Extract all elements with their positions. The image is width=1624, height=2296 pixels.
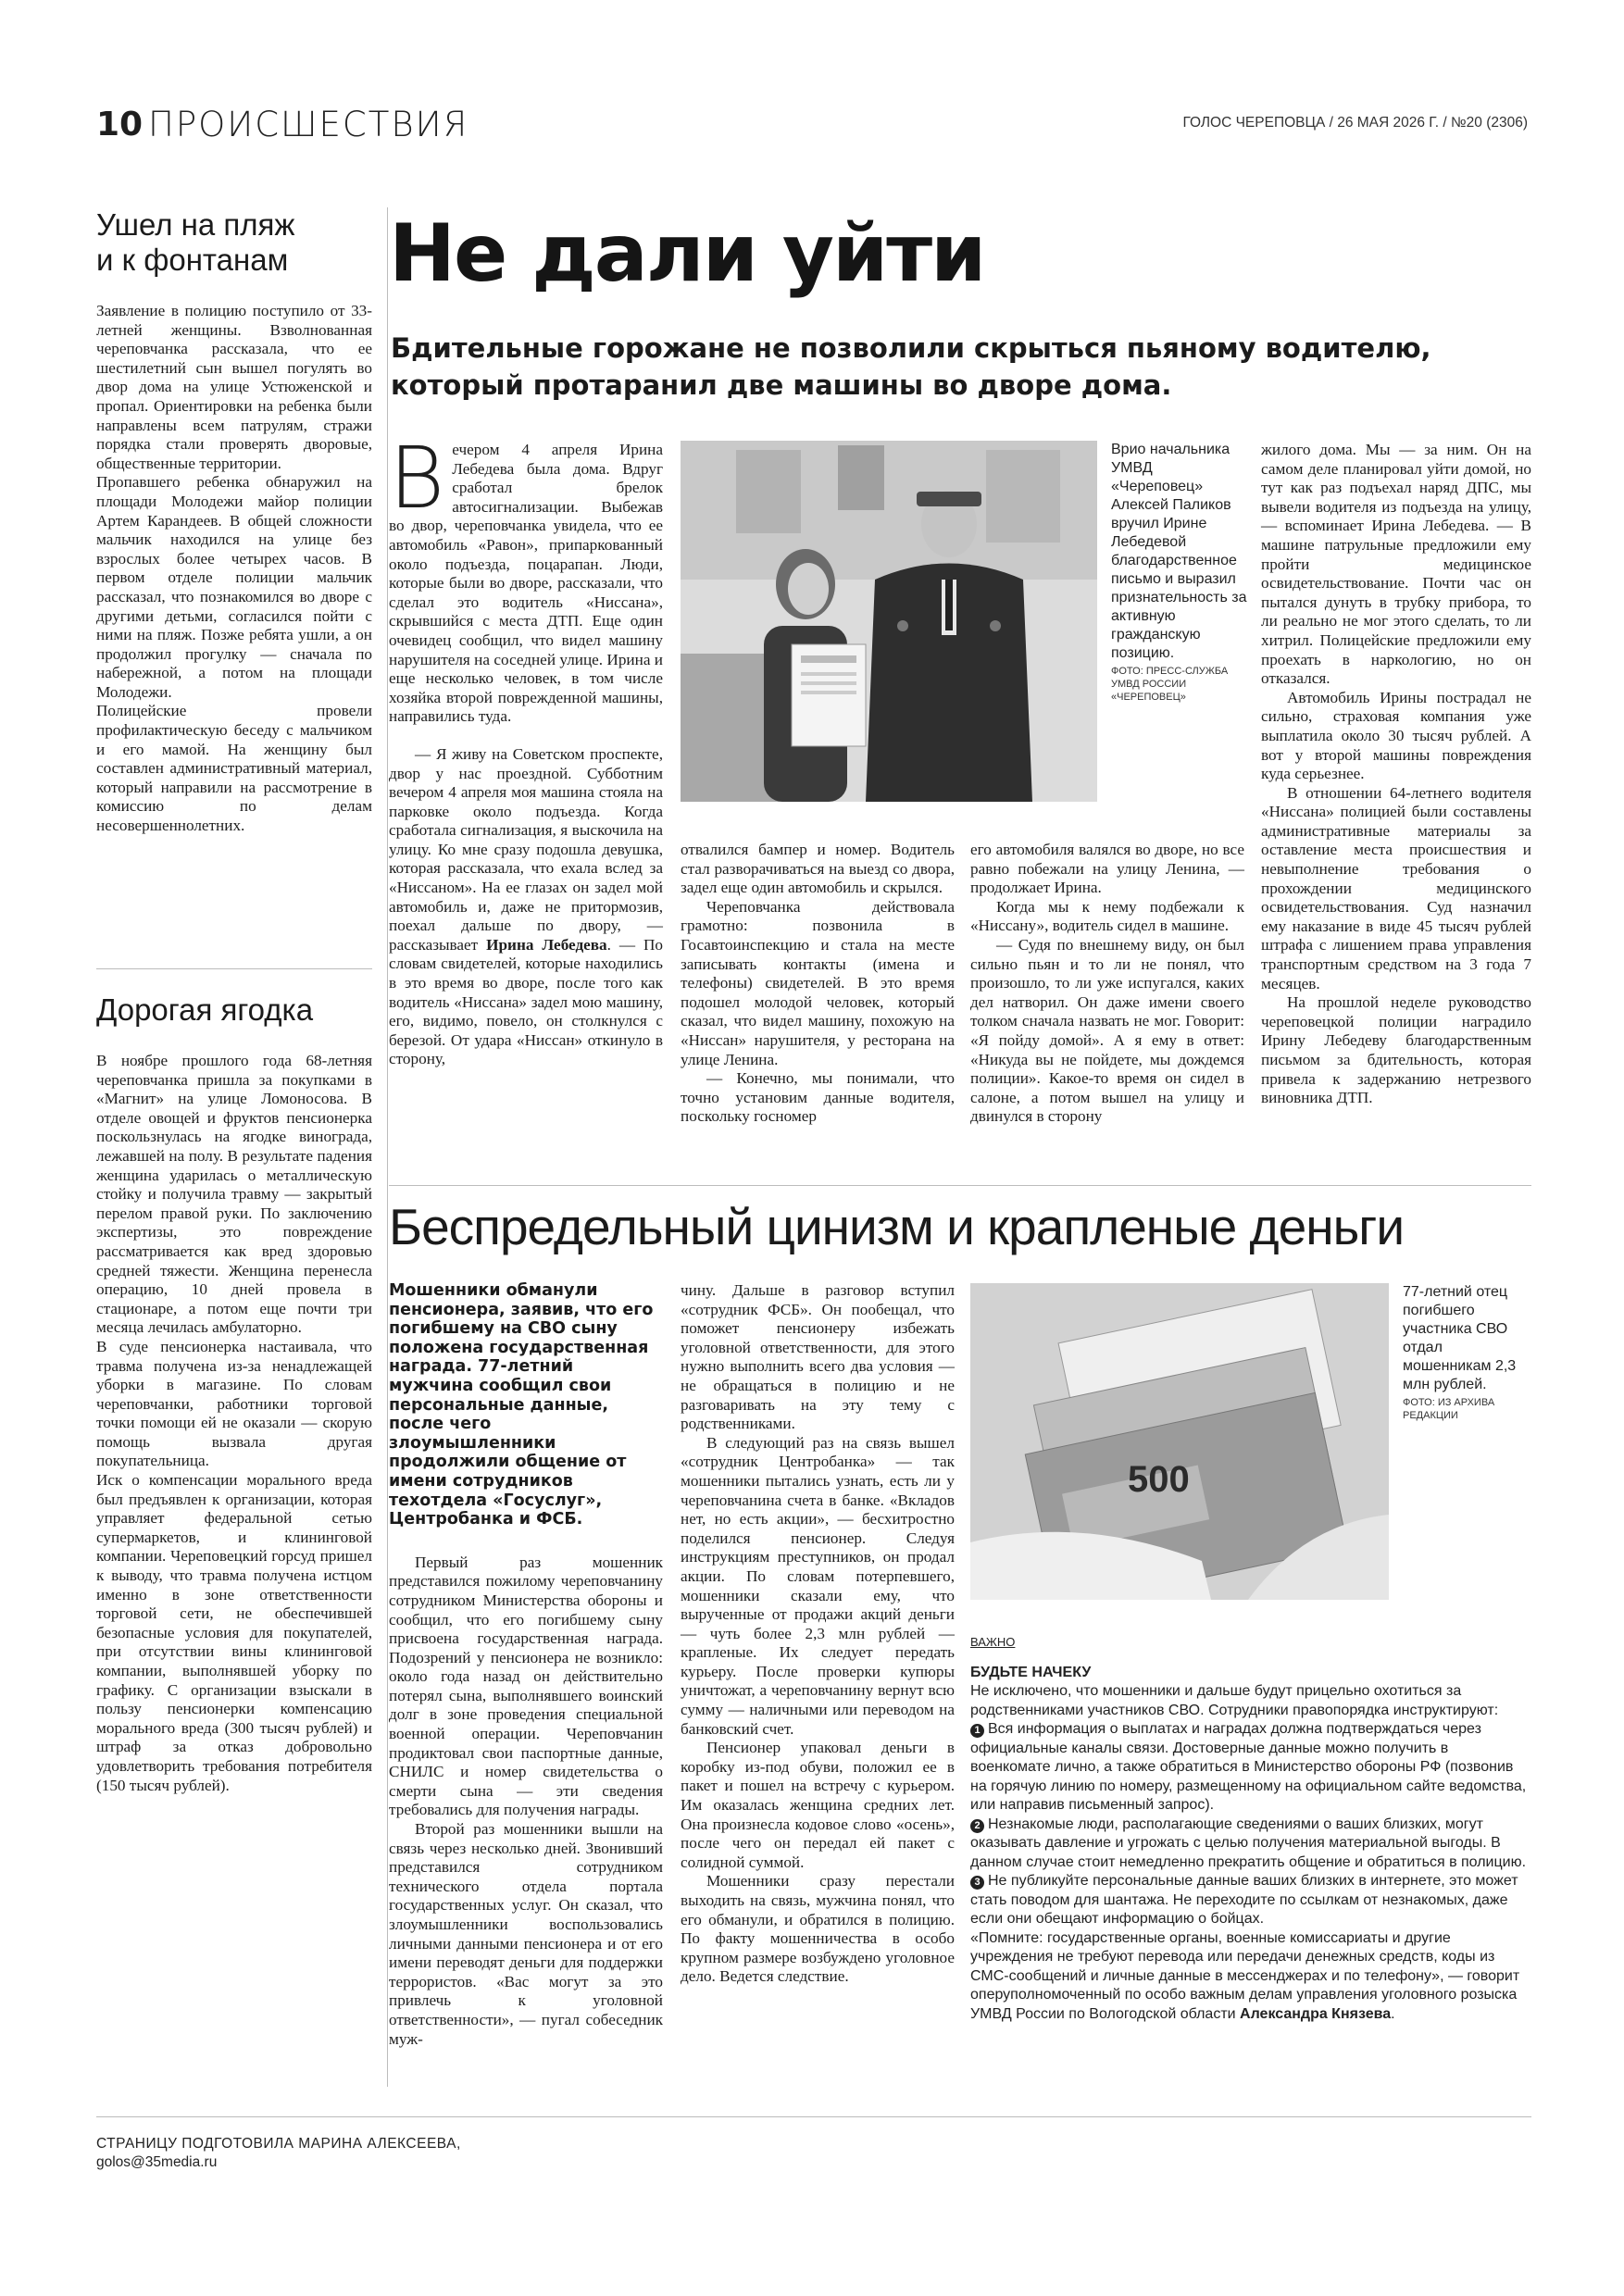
article2-col2 [681, 1281, 955, 1987]
issue-info: ГОЛОС ЧЕРЕПОВЦА / 26 МАЯ 2026 Г. / №20 (2306) [1182, 115, 1528, 131]
person-name: Александра Князева [1240, 2005, 1392, 2022]
story1-title [96, 207, 374, 278]
paragraph: В суде пенсионерка настаивала, что травма получена из-за ненадлежащей уборки в магазине. По словам череповчанки, работники торговой точки помощи ей не оказали — скорую помощь вызвала другая покупательница. [96, 1337, 372, 1470]
footer [96, 2135, 461, 2172]
box-item [970, 1872, 1531, 1929]
story1-body [96, 302, 372, 836]
prepared-by: СТРАНИЦУ ПОДГОТОВИЛА МАРИНА АЛЕКСЕЕВА, [96, 2136, 461, 2152]
quote-text: «Помните: государственные органы, военные комиссариаты и другие учреждения не требуют перевода или передачи денежных средств, коды из СМС-сообщений и личные данные в мессенджерах и по телефону», — говорит оперуполномоченный по особо важным делам управления уголовного розыска УМВД России по Вологодской области [970, 1929, 1520, 2022]
box-item [970, 1720, 1531, 1816]
page-number: 10 [96, 106, 144, 144]
column-rule [387, 207, 388, 2087]
story2-title: Дорогая ягодка [96, 992, 314, 1027]
paragraph: Заявление в полицию поступило от 33-летней женщины. Взволнованная череповчанка рассказала, что ее шестилетний сын вышел погулять во двор дома на улице Устюженской и пропал. Ориентировки на ребенка были направлены всем патрулям, стражи порядка стали проверять дворовые, общественные территории. [96, 302, 372, 472]
article2-lead: Мошенники обманули пенсионера, заявив, что его погибшему на СВО сыну положена государственная награда. 77-летний мужчина сообщил свои персональные данные, после чего злоумышленники продолжили общение от имени сотрудников техотдела «Госуслуг», Центробанка и ФСБ. [389, 1281, 654, 1529]
box-intro: Не исключено, что мошенники и дальше будут прицельно охотиться за родственниками участников СВО. Сотрудники правопорядка инструктируют: [970, 1683, 1499, 1718]
story2-body [96, 1052, 372, 1795]
paragraph: Когда мы к нему подбежали к «Ниссану», водитель сидел в машине. [970, 897, 1244, 935]
box-item-text: Вся информация о выплатах и наградах должна подтверждаться через официальные каналы связи. Достоверные данные можно получить в военкомате лично, а также обратиться в Министерство обороны РФ (позвонив на горячую линию по номеру, размещенному на официальном сайте ведомства, или направив письменный запрос). [970, 1721, 1527, 1813]
article1-col4 [1261, 441, 1531, 1108]
paragraph: В отношении 64-летнего водителя «Ниссана» полицией были составлены административные материалы за оставление места происшествия и невыполнение требования о прохождении медицинского освидетельствования. Суд назначил ему наказание в виде 45 тысяч рублей штрафа с лишением права управления транспортным средством на 3 года 7 месяцев. [1261, 783, 1531, 992]
article1-headline: Не дали уйти [389, 207, 985, 300]
warning-box [970, 1633, 1531, 2024]
paragraph: Второй раз мошенники вышли на связь через несколько дней. Звонивший представился сотрудником технического отдела портала государственных услуг. Он сказал, что злоумышленники воспользовались личными данными пенсионера и от его имени переводят деньги для поддержки террористов. «Вас могут за это привлечь к уголовной ответственности», — пугал собеседник муж- [389, 1820, 663, 2048]
award-photo-illustration [681, 441, 1097, 802]
photo-credit: ФОТО: ПРЕСС-СЛУЖБА УМВД РОССИИ «ЧЕРЕПОВЕЦ» [1111, 666, 1229, 703]
box-quote [970, 1929, 1531, 2025]
paragraph: жилого дома. Мы — за ним. Он на самом деле планировал уйти домой, но тут как раз подъехал наряд ДПС, мы вывели водителя из подъезда на улицу, — вспоминает Ирина Лебедева. — В машине патрульные предложили ему пройти медицинское освидетельствование. Почти час он пытался дунуть в трубку прибора, то ли реально не мог этого сделать, то ли хитрил. Полицейские предложили ему проехать в наркологию, но он отказался. [1261, 441, 1531, 688]
article1-col1 [389, 429, 663, 1069]
box-item [970, 1816, 1531, 1873]
number-icon: 1 [970, 1724, 984, 1738]
article2-headline: Беспредельный цинизм и крапленые деньги [389, 1198, 1405, 1255]
article1-col3 [970, 841, 1244, 1127]
number-icon: 3 [970, 1876, 984, 1890]
article1-lead: Бдительные горожане не позволили скрыться пьяному водителю, который протаранил две машины во дворе дома. [391, 332, 1431, 401]
box-title: БУДЬТЕ НАЧЕКУ [970, 1664, 1092, 1680]
photo-credit: ФОТО: ИЗ АРХИВА РЕДАКЦИИ [1403, 1397, 1495, 1421]
number-icon: 2 [970, 1819, 984, 1833]
paragraph: В следующий раз на связь вышел «сотрудник Центробанка» — так мошенники пытались узнать, есть ли у череповчанина счета в банке. «Вкладов нет, но есть акции», — бесхитростно поделился пенсионер. Следуя инструкциям преступников, он продал акции. По словам потерпевшего, мошенники сказали ему, что вырученные от продажи акций деньги — чуть более 2,3 млн рублей — крапленые. Их следует передать курьеру. После проверки купюры уничтожат, а череповчанину вернут всю сумму — наличными или переводом на банковский счет. [681, 1433, 955, 1738]
paragraph: — Конечно, мы понимали, что точно установим данные водителя, поскольку госномер [681, 1069, 955, 1126]
dropcap: В [389, 429, 445, 528]
caption-text: 77-летний отец погибшего участника СВО отдал мошенникам 2,3 млн рублей. [1403, 1284, 1517, 1392]
paragraph: чину. Дальше в разговор вступил «сотрудник ФСБ». Он пообещал, что поможет пенсионеру избежать уголовной ответственности, для этого нужно выполнить всего два условия — не обращаться в полицию и не разговаривать на эту тему с родственниками. [681, 1281, 955, 1433]
paragraph-text: ечером 4 апреля Ирина Лебедева была дома. Вдруг сработал брелок автосигнализации. Выбежав во двор, череповчанка увидела, что ее автомобиль «Равон», припаркованный около подъезда, поцарапан. Люди, которые были во дворе, рассказали, что сделал это водитель «Ниссана», скрывшийся с места ДТП. Еще один очевидец сообщил, что видел машину нарушителя на соседней улице. Ирина и еще несколько человек, в том числе хозяйка второй поврежденной машины, направились туда. [389, 441, 663, 726]
banknotes-illustration [970, 1283, 1389, 1600]
paragraph: Череповчанка действовала грамотно: позвонила в Госавтоинспекцию и стала на месте записывать контакты (имена и телефоны) свидетелей. В это время подошел молодой человек, который сказал, что видел машину, похожую на «Ниссан» нарушителя, у ресторана на улице Ленина. [681, 897, 955, 1068]
paragraph-text: . — По словам свидетелей, которые находились в это время во дворе, после того как водитель «Ниссана» задел мою машину, его, видимо, повело, он столкнулся с березой. От удара «Ниссан» откинуло в сторону, [389, 935, 663, 1068]
article1-photo-caption [1111, 441, 1248, 704]
box-item-text: Незнакомые люди, располагающие сведениями о ваших близких, могут оказывать давление и угрожать с целью получения материальной выгоды. В данном случае стоит немедленно прекратить общение и обратиться в полицию. [970, 1816, 1527, 1870]
article2-photo [970, 1283, 1389, 1600]
paragraph: Автомобиль Ирины пострадал не сильно, страховая компания уже выплатила около 30 тысяч рублей. А вот у второй машины повреждения куда серьезнее. [1261, 688, 1531, 783]
paragraph: — Судя по внешнему виду, он был сильно пьян и то ли не понял, что произошло, то ли уже испугался, каких дел натворил. Он даже имени своего толком сначала назвать не мог. Говорит: «Я пойду домой». А я ему в ответ: «Никуда вы не пойдете, мы дождемся полиции». Какое-то время он сидел в салоне, а потом вышел на улицу и двинулся в сторону [970, 935, 1244, 1126]
story1-title-line1: Ушел на пляж [96, 207, 295, 242]
paragraph: Пенсионер упаковал деньги в коробку из-под обуви, положил ее в пакет и пошел на встречу с курьером. Им оказалась женщина средних лет. Она произнесла кодовое слово «осень», после чего он передал ей пакет с солидной суммой. [681, 1739, 955, 1871]
quote-end: . [1391, 2005, 1395, 2022]
paragraph: Иск о компенсации морального вреда был предъявлен к организации, которая управляет федеральной сетью супермаркетов, и клининговой компании. Череповецкий горсуд пришел к выводу, что травма получена истцом именно в зоне ответственности торговой сети, не обеспечившей безопасные условия для покупателей, при отсутствии вины клининговой компании, выполнявшей уборку по графику. С организации взыскали в пользу пенсионерки компенсацию морального вреда (300 тысяч рублей) и штраф за отказ добровольно удовлетворить требования потребителя (150 тысяч рублей). [96, 1471, 372, 1794]
article2-photo-caption [1403, 1283, 1532, 1422]
article1-photo [681, 441, 1097, 802]
section-title: ПРОИСШЕСТВИЯ [148, 105, 469, 144]
article2-col1 [389, 1281, 663, 2049]
box-label: ВАЖНО [970, 1635, 1016, 1649]
paragraph-text: — Я живу на Советском проспекте, двор у нас проездной. Субботним вечером 4 апреля моя машина стояла на парковке около подъезда. Когда сработала сигнализация, я выскочила на улицу. Ко мне сразу подошла девушка, которая рассказала, что ехала вслед за «Ниссаном». На ее глазах он задел мой автомобиль и, даже не притормозив, поехал дальше по двору, — рассказывает [389, 744, 663, 954]
story1-title-line2: и к фонтанам [96, 243, 289, 277]
paragraph: Мошенники сразу перестали выходить на связь, мужчина понял, что его обманули, и обратился в полицию. По факту мошенничества в особо крупном размере возбуждено уголовное дело. Ведется следствие. [681, 1872, 955, 1986]
person-name: Ирина Лебедева [486, 935, 607, 954]
box-item-text: Не публикуйте персональные данные ваших близких в интернете, это может стать поводом для шантажа. Не переходите по ссылкам от незнакомых, даже если они обещают информацию о бойцах. [970, 1873, 1518, 1927]
caption-text: Врио начальника УМВД «Череповец» Алексей Паликов вручил Ирине Лебедевой благодарственное письмо и выразил признательность за активную гражданскую позицию. [1111, 442, 1247, 661]
paragraph: В ноябре прошлого года 68-летняя череповчанка пришла за покупками в «Магнит» на улице Ломоносова. В отделе овощей и фруктов пенсионерка поскользнулась на ягодке винограда, лежавшей на полу. В результате падения женщина ударилась о металлическую стойку и получила травму — закрытый перелом правой руки. По заключению экспертизы, это повреждение рассматривается как вред здоровью средней тяжести. Женщина перенесла операцию, 10 дней провела в стационаре, а потом еще почти три месяца лечилась амбулаторно. [96, 1052, 372, 1337]
paragraph [389, 745, 663, 1069]
paragraph: Первый раз мошенник представился пожилому череповчанину сотрудником Министерства обороны и сообщил, что его погибшему сыну присвоена государственная награда. Подозрений у пенсионера не возникло: около года назад он действительно потерял сына, выполнявшего воинский долг в зоне проведения специальной военной операции. Череповчанин продиктовал свои паспортные данные, СНИЛС и номер свидетельства о смерти сына — эти сведения требовались для получения награды. [389, 1553, 663, 1819]
paragraph: отвалился бампер и номер. Водитель стал разворачиваться на выезд со двора, задел еще один автомобиль и скрылся. [681, 841, 955, 897]
banknote-label: 500 [1128, 1459, 1190, 1500]
paragraph: Полицейские провели профилактическую беседу с мальчиком и его мамой. На женщину был составлен административный материал, который направили на рассмотрение в комиссию по делам несовершеннолетних. [96, 702, 372, 835]
paragraph: его автомобиля валялся во дворе, но все равно побежали на улицу Ленина, — продолжает Ирина. [970, 841, 1244, 897]
article-divider [389, 1185, 1531, 1186]
paragraph: На прошлой неделе руководство череповецкой полиции наградило Ирину Лебедеву благодарственным письмом за бдительность, которая привела к задержанию нетрезвого виновника ДТП. [1261, 993, 1531, 1107]
sidebar-divider [96, 968, 372, 969]
footer-rule [96, 2116, 1531, 2117]
paragraph: Пропавшего ребенка обнаружил на площади Молодежи майор полиции Артем Карандеев. В общей сложности мальчик находился на улице без взрослых более четырех часов. В первом отделе полиции мальчик рассказал, что познакомился во дворе с другими детьми, согласился пойти с ними на пляж. Позже ребята ушли, а он продолжил прогулку — сначала по набережной, а потом на площади Молодежи. [96, 473, 372, 701]
paragraph [389, 429, 663, 727]
article1-col2 [681, 841, 955, 1127]
contact-email[interactable]: golos@35media.ru [96, 2154, 218, 2170]
